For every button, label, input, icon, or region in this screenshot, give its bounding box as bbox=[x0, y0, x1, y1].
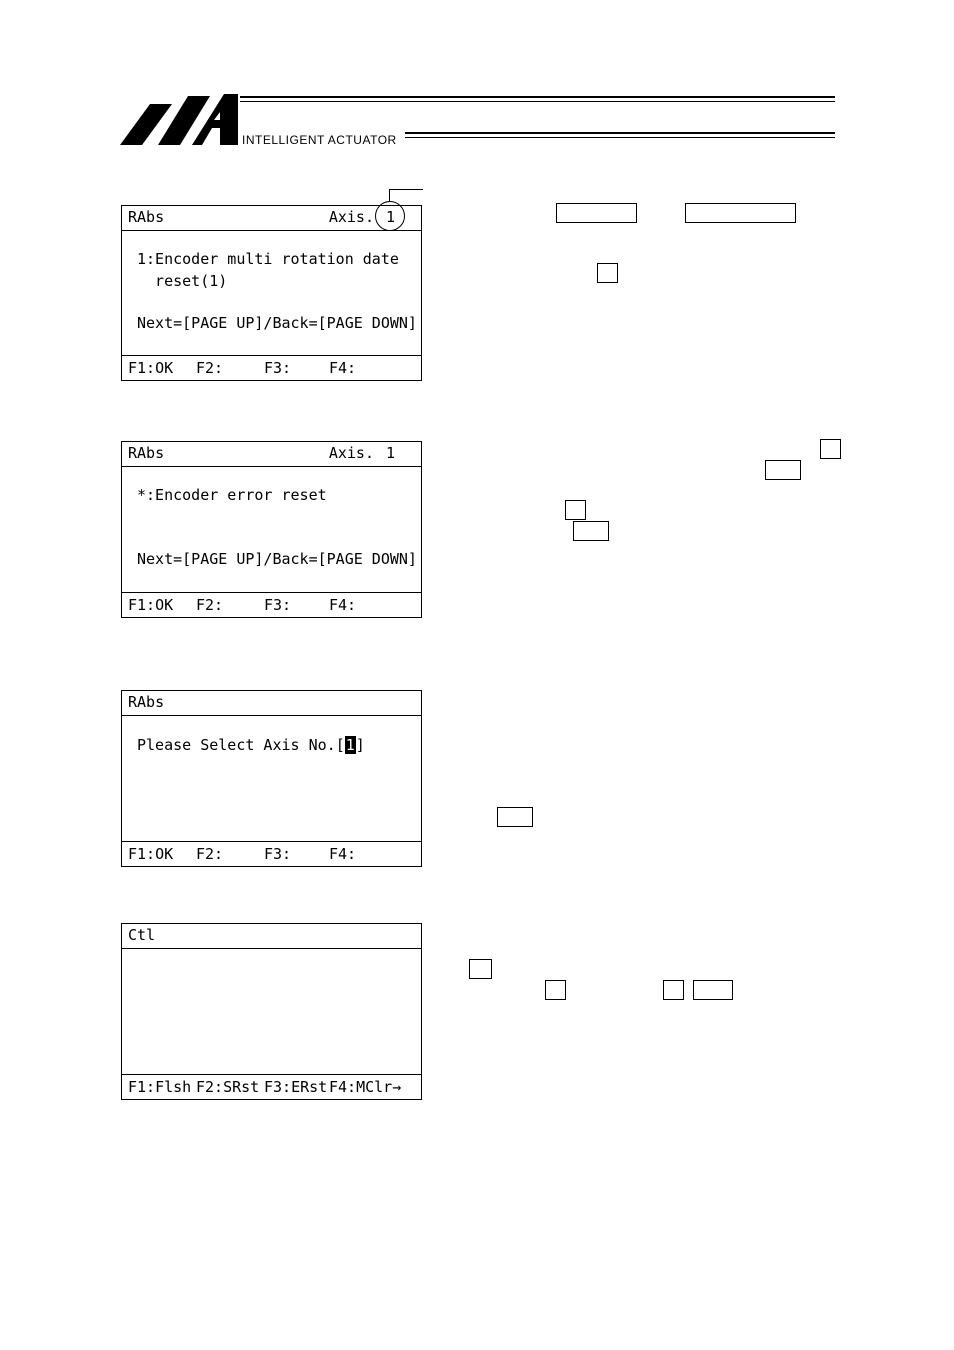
fkey-f3[interactable]: F3: bbox=[264, 845, 292, 863]
key-frame bbox=[765, 460, 801, 480]
brand-text: INTELLIGENT ACTUATOR bbox=[242, 133, 397, 147]
key-frame bbox=[556, 203, 637, 223]
screen-line: Next=[PAGE UP]/Back=[PAGE DOWN] bbox=[137, 314, 417, 332]
key-frame bbox=[497, 807, 533, 827]
axis-number: 1 bbox=[385, 444, 395, 462]
header-rule-bottom bbox=[405, 132, 835, 134]
callout-leader-vertical bbox=[389, 189, 390, 202]
header-rule-bottom-2 bbox=[405, 137, 835, 138]
axis-label: Axis. bbox=[328, 208, 374, 226]
fkey-f3[interactable]: F3: bbox=[264, 359, 292, 377]
fkey-f2[interactable]: F2: bbox=[196, 596, 224, 614]
header-rule-top-2 bbox=[240, 101, 835, 102]
function-key-bar bbox=[122, 841, 421, 866]
screen-title: RAbs bbox=[128, 208, 165, 226]
screen-title: RAbs bbox=[128, 444, 165, 462]
screen-title: RAbs bbox=[128, 693, 165, 711]
key-frame bbox=[820, 439, 841, 459]
fkey-f4[interactable]: F4: bbox=[329, 359, 357, 377]
function-key-bar bbox=[122, 1074, 421, 1099]
key-frame bbox=[573, 521, 609, 541]
screen-title-bar bbox=[122, 442, 421, 467]
fkey-f4[interactable]: F4:MClr→ bbox=[329, 1078, 402, 1096]
lcd-screen-controller bbox=[121, 923, 422, 1100]
screen-line: reset(1) bbox=[137, 272, 228, 290]
fkey-f2[interactable]: F2:SRst bbox=[196, 1078, 260, 1096]
fkey-f4[interactable]: F4: bbox=[329, 845, 357, 863]
key-frame bbox=[565, 500, 586, 520]
lcd-screen-encoder-error-reset bbox=[121, 441, 422, 618]
fkey-f3[interactable]: F3:ERst bbox=[264, 1078, 328, 1096]
key-frame bbox=[545, 980, 566, 1000]
key-frame bbox=[597, 263, 618, 283]
screen-title-bar bbox=[122, 691, 421, 716]
fkey-f1[interactable]: F1:OK bbox=[128, 359, 174, 377]
key-frame bbox=[685, 203, 796, 223]
fkey-f2[interactable]: F2: bbox=[196, 845, 224, 863]
fkey-f2[interactable]: F2: bbox=[196, 359, 224, 377]
fkey-f1[interactable]: F1:OK bbox=[128, 845, 174, 863]
fkey-f1[interactable]: F1:OK bbox=[128, 596, 174, 614]
axis-select-prompt: Please Select Axis No.[1] bbox=[137, 736, 365, 754]
prompt-text: Please Select Axis No. bbox=[137, 736, 336, 754]
screen-line: *:Encoder error reset bbox=[137, 486, 327, 504]
key-frame bbox=[469, 959, 492, 979]
screen-title: Ctl bbox=[128, 926, 156, 944]
axis-number-input[interactable]: 1 bbox=[345, 736, 355, 754]
callout-leader-horizontal bbox=[389, 189, 423, 190]
key-frame bbox=[693, 980, 733, 1000]
function-key-bar bbox=[122, 592, 421, 617]
fkey-f3[interactable]: F3: bbox=[264, 596, 292, 614]
screen-title-bar bbox=[122, 924, 421, 949]
axis-number: 1 bbox=[385, 208, 395, 226]
lcd-screen-encoder-multi-rotation bbox=[121, 205, 422, 381]
axis-callout-circle bbox=[375, 201, 405, 231]
function-key-bar bbox=[122, 355, 421, 380]
lcd-screen-select-axis bbox=[121, 690, 422, 867]
screen-line: Next=[PAGE UP]/Back=[PAGE DOWN] bbox=[137, 550, 417, 568]
fkey-f1[interactable]: F1:Flsh bbox=[128, 1078, 192, 1096]
intelligent-actuator-logo bbox=[120, 92, 240, 148]
header-rule-top bbox=[240, 96, 835, 98]
axis-label: Axis. bbox=[328, 444, 374, 462]
fkey-f4[interactable]: F4: bbox=[329, 596, 357, 614]
screen-line: 1:Encoder multi rotation date bbox=[137, 250, 399, 268]
key-frame bbox=[663, 980, 684, 1000]
